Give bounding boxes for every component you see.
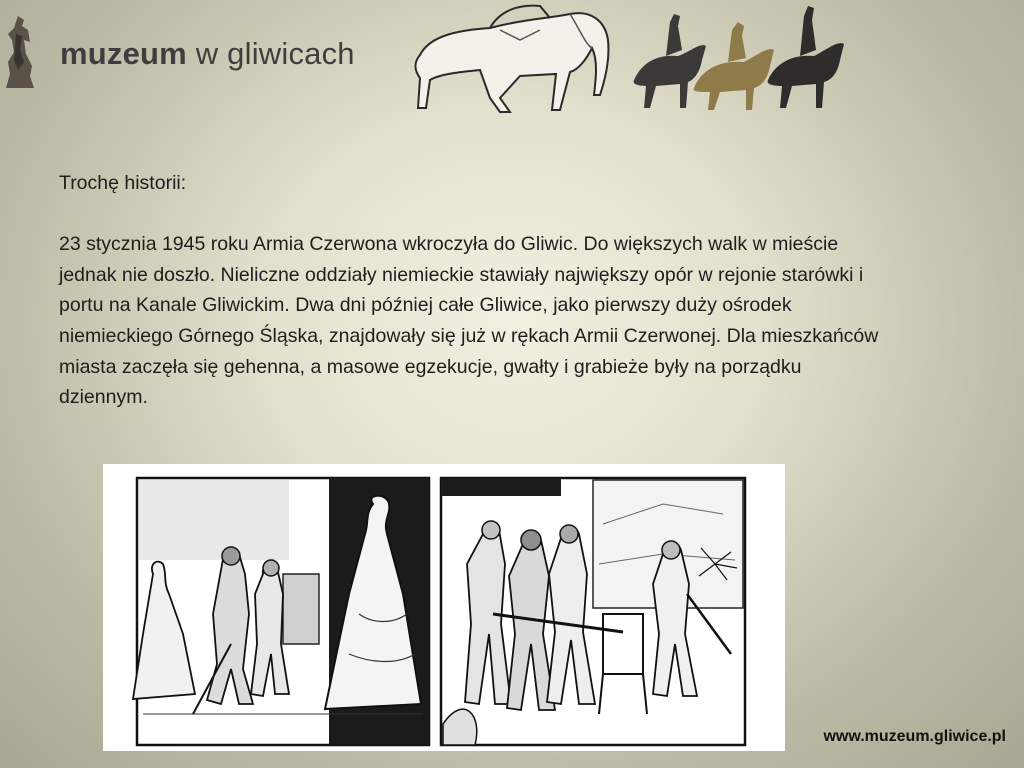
section-heading: Trochę historii: <box>59 172 187 194</box>
comic-panel-right <box>441 478 745 745</box>
logo-light-text: w gliwicach <box>186 36 355 71</box>
header <box>0 0 1024 115</box>
museum-logo-text[interactable] <box>60 36 355 72</box>
history-text-block <box>59 168 879 413</box>
horse-sculpture-icon <box>400 0 615 115</box>
sculpture-logo-icon <box>2 14 36 90</box>
history-paragraph: 23 stycznia 1945 roku Armia Czerwona wkroczyła do Gliwic. Do większych walk w mieście jednak nie doszło. Nieliczne oddziały niemieckie stawiały największy opór w rejonie starówki i portu na Kanale Gliwickim. Dwa dni później całe Gliwice, jako pierwszy duży ośrodek niemieckiego Górnego Śląska, znajdowały się już w rękach Armii Czerwonej. Dla mieszkańców miasta zaczęła się gehenna, a masowe egzekucje, gwałty i grabieże były na porządku dziennym. <box>59 233 879 409</box>
comic-panel-left <box>133 478 429 745</box>
comic-illustration <box>103 464 785 751</box>
comic-strip-image <box>103 464 785 751</box>
equestrian-figures-icon <box>628 2 860 114</box>
website-url-link[interactable]: www.muzeum.gliwice.pl <box>823 728 1006 745</box>
logo-bold-text: muzeum <box>60 36 187 71</box>
